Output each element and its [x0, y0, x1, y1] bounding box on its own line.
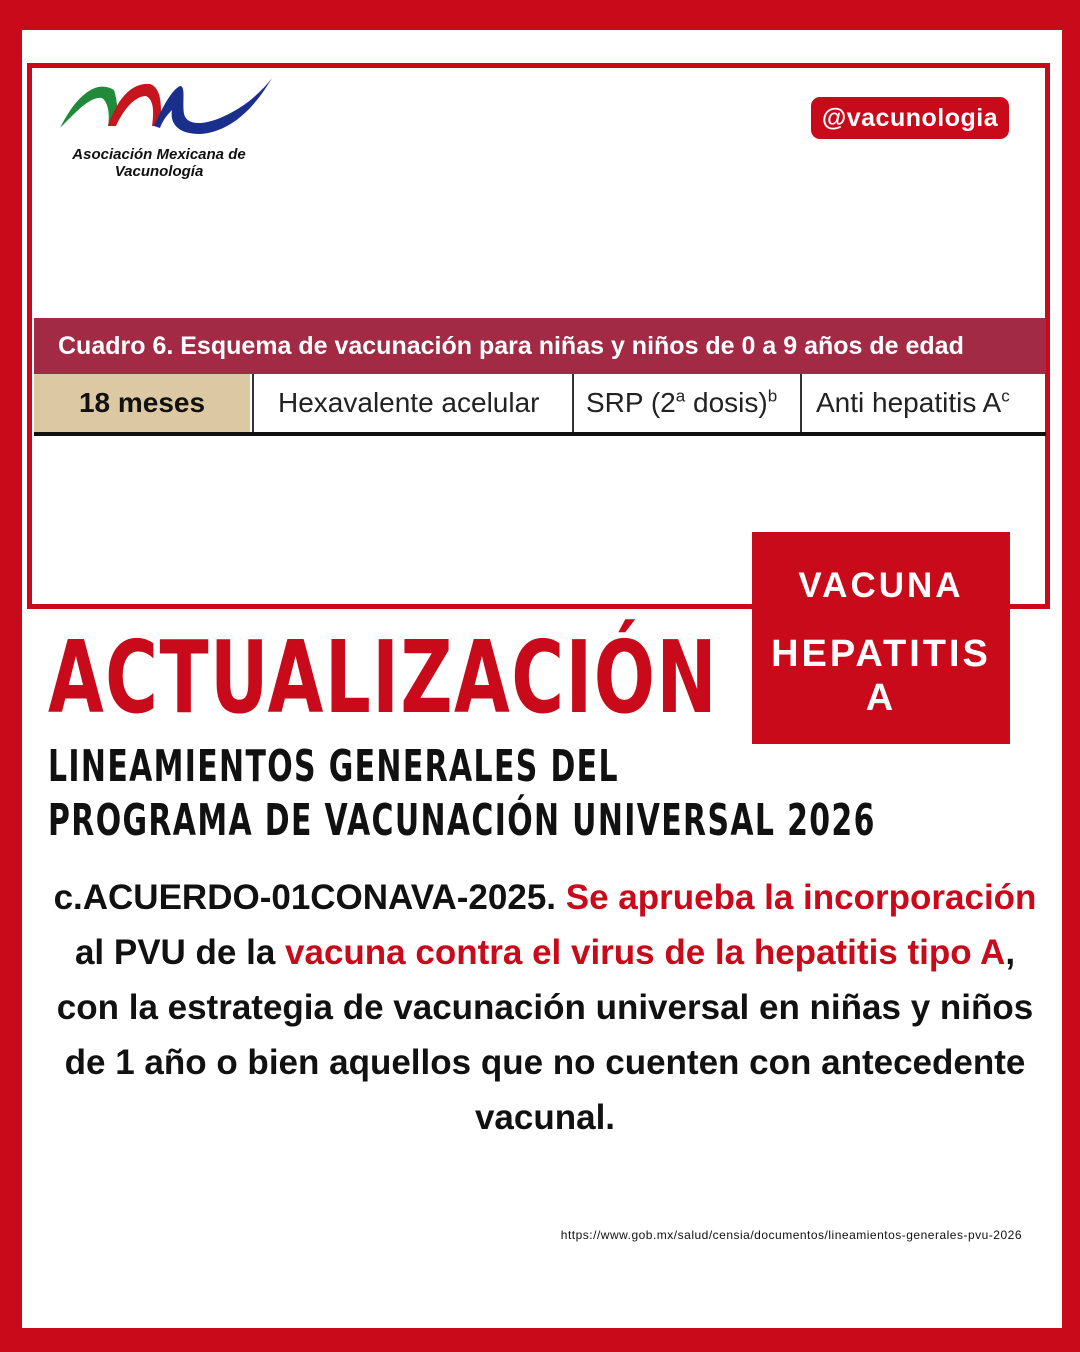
source-link[interactable]: https://www.gob.mx/salud/censia/documentos/lineamientos-generales-pvu-2026	[560, 1228, 1022, 1242]
logo	[52, 72, 282, 184]
agreement-paragraph	[40, 870, 1050, 1145]
vaccine-cell-hexavalente: Hexavalente acelular	[252, 374, 572, 432]
srp-dose-label: dosis)	[685, 387, 768, 418]
org-name-line1: Asociación Mexicana de	[72, 146, 246, 163]
amv-logo-icon	[58, 72, 278, 144]
subtitle-line1: LINEAMIENTOS GENERALES DEL	[48, 741, 619, 792]
age-cell: 18 meses	[34, 374, 250, 432]
srp-footnote-b: b	[767, 386, 778, 406]
paragraph-text-1: al PVU de la	[74, 933, 286, 972]
highlight-approval: Se aprueba la incorporación	[565, 878, 1037, 917]
badge-line-a: A	[865, 677, 897, 719]
subtitle-line2: PROGRAMA DE VACUNACIÓN UNIVERSAL 2026	[48, 795, 876, 846]
badge-line-hepatitis-word: HEPATITIS	[771, 633, 991, 675]
vaccine-badge	[752, 532, 1010, 744]
badge-line-vacuna: VACUNA	[798, 566, 964, 605]
agreement-code: c.ACUERDO-01CONAVA-2025.	[53, 878, 566, 917]
srp-superscript-a: a	[675, 386, 686, 406]
hepatitis-a-footnote-c: c	[1001, 386, 1010, 406]
vaccine-cell-srp	[572, 374, 800, 432]
headline-title: ACTUALIZACIÓN	[48, 619, 719, 736]
srp-label: SRP (2	[586, 387, 676, 418]
paragraph-text-2: , con la estrategia de vacunación universal en niñas y niños de 1 año o bien aquellos que no cuenten con antecedente vacunal.	[56, 933, 1034, 1137]
org-name-line2: Vacunología	[114, 163, 204, 180]
social-handle-badge: @vacunologia	[811, 97, 1009, 139]
table-caption: Cuadro 6. Esquema de vacunación para niñas y niños de 0 a 9 años de edad	[34, 318, 1046, 374]
badge-line-hepatitis	[752, 632, 1010, 720]
highlight-vaccine: vacuna contra el virus de la hepatitis tipo A	[285, 933, 1006, 972]
vaccine-cell-hepatitis-a	[800, 374, 1046, 432]
table-row	[34, 374, 1046, 436]
hepatitis-a-label: Anti hepatitis A	[816, 387, 1002, 418]
